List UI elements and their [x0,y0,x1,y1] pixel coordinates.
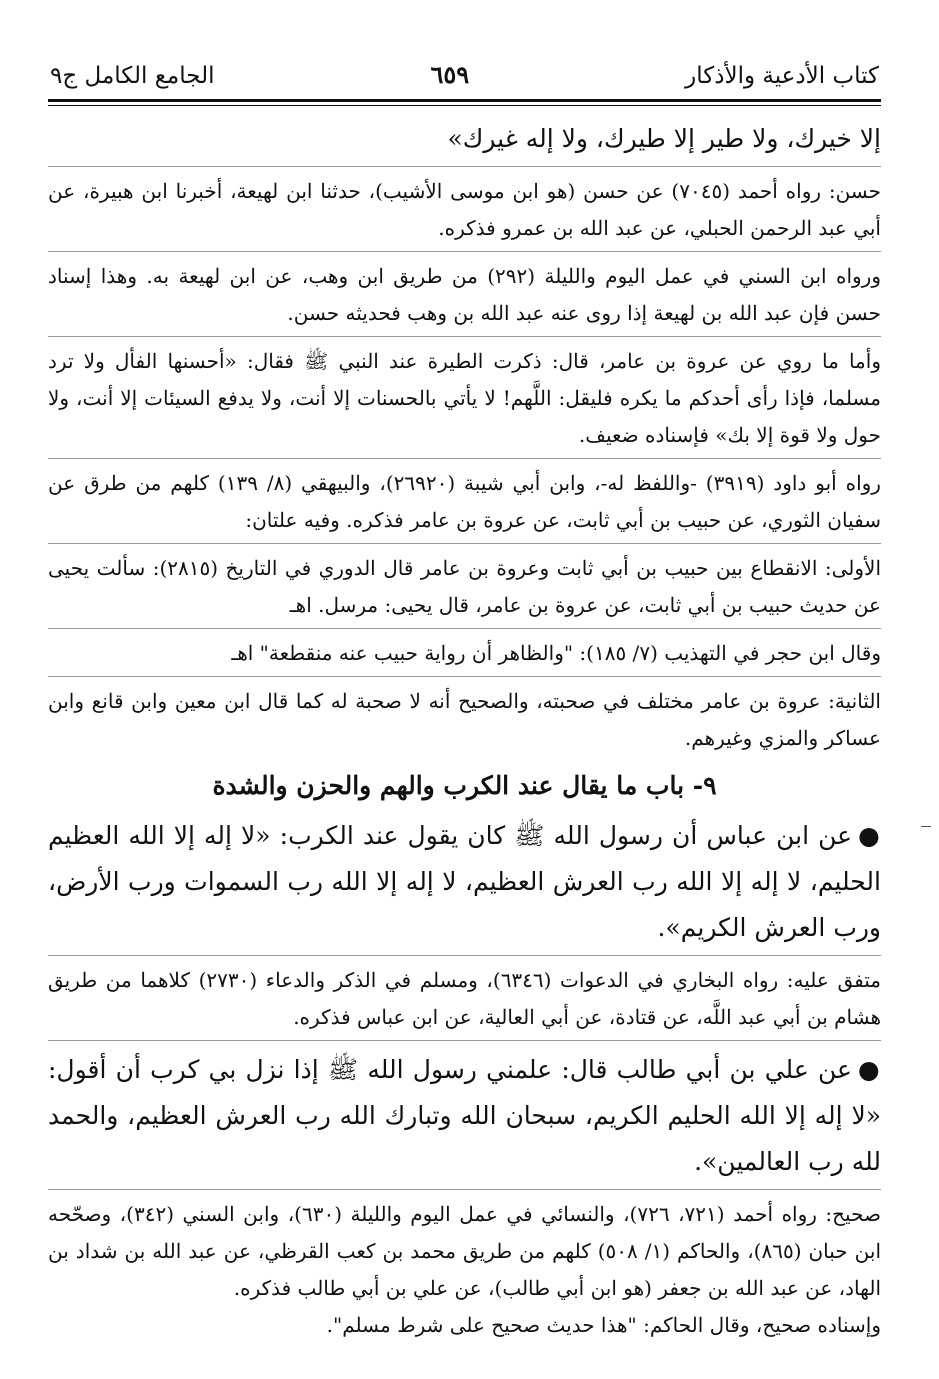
takhrij-paragraph: وقال ابن حجر في التهذيب (٧/ ١٨٥): "والظاهر أن رواية حبيب عنه منقطعة" اهـ [231,641,881,665]
hadith-text: عن علي بن أبي طالب قال: علمني رسول الله ﷺ إذا نزل بي كرب أن أقول: «لا إله إلا الله الحليم الكريم، سبحان الله وتبارك الله رب العرش العظيم، والحمد لله رب العالمين». [48,1055,881,1176]
header-book-title: كتاب الأدعية والأذكار [685,63,879,89]
takhrij-paragraph: الأولى: الانقطاع بين حبيب بن أبي ثابت وعروة بن عامر قال الدوري في التاريخ (٢٨١٥): سألت يحيى عن حديث حبيب بن أبي ثابت، عن عروة بن عامر، قال يحيى: مرسل. اهـ [48,556,881,617]
bullet-icon: ● [857,1055,881,1084]
divider [48,1189,881,1190]
header-rule-thick [48,99,881,102]
divider [48,1040,881,1041]
divider [48,251,881,252]
divider [48,955,881,956]
takhrij-paragraph: صحيح: رواه أحمد (٧٢١، ٧٢٦)، والنسائي في عمل اليوم والليلة (٦٣٠)، وابن السني (٣٤٢)، وصحّحه ابن حبان (٨٦٥)، والحاكم (١/ ٥٠٨) كلهم من طريق محمد بن كعب القرظي، عن عبد الله بن شداد بن الهاد، عن عبد الله بن جعفر (هو ابن أبي طالب)، عن علي بن أبي طالب فذكره. [48,1202,881,1300]
header-rule-thin [48,105,881,106]
divider [48,543,881,544]
divider [48,676,881,677]
header-volume-title: الجامع الكامل ج٩ [50,63,215,89]
takhrij-paragraph: الثانية: عروة بن عامر مختلف في صحبته، والصحيح أنه لا صحبة له كما قال ابن معين وابن قانع وابن عساكر والمزي وغيرهم. [48,689,881,750]
takhrij-paragraph: رواه أبو داود (٣٩١٩) -واللفظ له-، وابن أبي شيبة (٢٦٩٢٠)، والبيهقي (٨/ ١٣٩) كلهم من طرق عن سفيان الثوري، عن حبيب بن أبي ثابت، عن عروة بن عامر فذكره. وفيه علتان: [48,471,881,532]
hadith-paragraph [48,1047,881,1185]
takhrij-paragraph: وأما ما روي عن عروة بن عامر، قال: ذكرت الطيرة عند النبي ﷺ فقال: «أحسنها الفأل ولا ترد مسلما، فإذا رأى أحدكم ما يكره فليقل: اللَّهم! لا يأتي بالحسنات إلا أنت، ولا يدفع السيئات إلا أنت، ولا حول ولا قوة إلا بك» فإسناده ضعيف. [48,349,881,447]
page-number: ٦٥٩ [430,60,470,89]
hadith-continuation: إلا خيرك، ولا طير إلا طيرك، ولا إله غيرك» [447,124,881,153]
takhrij-paragraph: حسن: رواه أحمد (٧٠٤٥) عن حسن (هو ابن موسى الأشيب)، حدثنا ابن لهيعة، أخبرنا ابن هبيرة، عن أبي عبد الرحمن الحبلي، عن عبد الله بن عمرو فذكره. [48,179,882,240]
divider [48,628,881,629]
bullet-icon: ● [858,821,881,850]
divider [48,458,881,459]
takhrij-paragraph: متفق عليه: رواه البخاري في الدعوات (٦٣٤٦)، ومسلم في الذكر والدعاء (٢٧٣٠) كلاهما من طريق هشام بن أبي عبد اللَّه، عن قتادة، عن أبي العالية، عن ابن عباس فذكره. [48,968,881,1029]
hadith-paragraph [48,813,881,951]
divider [48,336,881,337]
hadith-text: عن ابن عباس أن رسول الله ﷺ كان يقول عند الكرب: «لا إله إلا الله العظيم الحليم، لا إله إلا الله رب العرش العظيم، لا إله إلا الله رب السموات ورب الأرض، ورب العرش الكريم». [48,821,881,942]
page-header [48,60,881,95]
margin-mark [921,826,931,827]
takhrij-paragraph: وإسناده صحيح، وقال الحاكم: "هذا حديث صحيح على شرط مسلم". [326,1313,881,1337]
takhrij-paragraph: ورواه ابن السني في عمل اليوم والليلة (٢٩٢) من طريق ابن وهب، عن ابن لهيعة به. وهذا إسناد حسن فإن عبد الله بن لهيعة إذا روى عنه عبد الله بن وهب فحديثه حسن. [48,264,881,325]
chapter-heading: ٩- باب ما يقال عند الكرب والهم والحزن والشدة [212,771,717,800]
divider [48,166,881,167]
